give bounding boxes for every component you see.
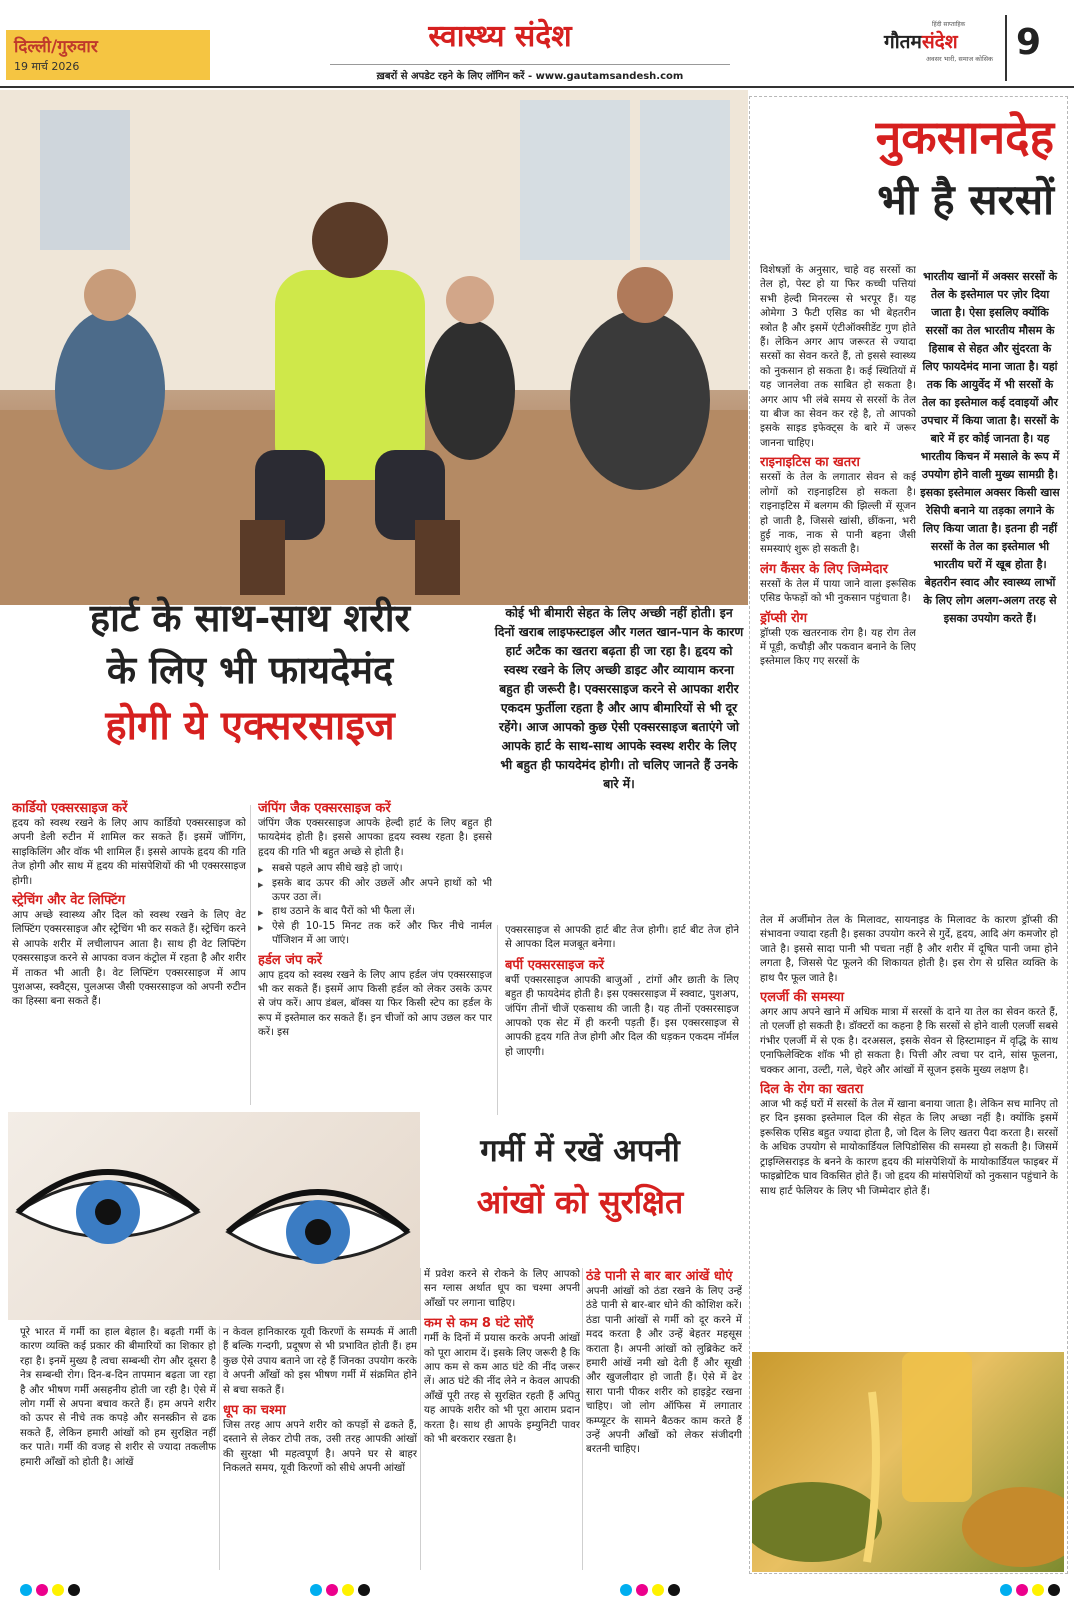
sunglasses-body: जिस तरह आप अपने शरीर को कपड़ों से ढकते हैं, दस्ताने से लेकर टोपी तक, उसी तरह आपकी आंखों की सुरक्षा भी महत्वपूर्ण है। अपने घर से बाहर निकलते समय, यूवी किरणों को सीधे अपनी आंखों — [223, 1420, 417, 1475]
allergy-heading: एलर्जी की समस्या — [760, 990, 844, 1006]
mustard-illustration — [752, 1352, 1064, 1572]
eyes-col2 — [223, 1326, 417, 1570]
heart-risk-heading: दिल के रोग का खतरा — [760, 1082, 864, 1098]
exercise-class-photo — [0, 90, 748, 605]
cardio-heading: कार्डियो एक्सरसाइज करें — [12, 801, 128, 816]
mustard-sidebar: भारतीय खानों में अक्सर सरसों के तेल के इस्तेमाल पर ज़ोर दिया जाता है। ऐसा इसलिए क्योंकि सरसों का तेल भारतीय मौसम के हिसाब से सेहत और सुंदरता के लिए फायदेमंद माना जाता है। यहां तक कि आयुर्वेद में भी सरसों के तेल का इस्तेमाल कई दवाइयों और उपचार में किया जाता है। सरसों के बारे में हर कोई जानता है। यह भारतीय किचन में मसाले के रूप में उपयोग होने वाली मुख्य सामग्री है। इसका इस्तेमाल अक्सर किसी खास रेसिपी बनाने या तड़का लगाने के लिए किया जाता है। इतना ही नहीं सरसों के तेल का इस्तेमाल भी भारतीय घरों में खूब होता है। बेहतरीन स्वाद और स्वास्थ्य लाभों के लिए लोग अलग-अलग तरह से इसका उपयोग करते हैं। — [920, 270, 1060, 625]
eyes-col3 — [424, 1268, 580, 1572]
cold-water-heading: ठंडे पानी से बार बार आंखें धोएं — [586, 1269, 733, 1284]
exercise-intro: कोई भी बीमारी सेहत के लिए अच्छी नहीं होती। इन दिनों खराब लाइफस्टाइल और गलत खान-पान के कारण हार्ट अटैक का खतरा बढ़ता ही जा रहा है। हृदय को स्वस्थ रखने के लिए अच्छी डाइट और व्यायाम करना बहुत ही जरूरी है। एक्सरसाइज करने से आपका शरीर एकदम फुर्तीला रहता है और आप बीमारियों से भी दूर रहेंगे। आज आपको कुछ ऐसी एक्सरसाइज बताएंगे जो आपके हार्ट के साथ-साथ आपके स्वस्थ शरीर के लिए भी बहुत ही फायदेमंद होगी। तो चलिए जानते हैं उनके बारे में। — [494, 606, 744, 791]
list-item: ▶ ऐसे ही 10-15 मिनट तक करें और फिर नीचे नार्मल पॉजिशन में आ जाएं। — [258, 920, 492, 949]
logo-top: हिंदी साप्ताहिक — [932, 21, 966, 28]
jumping-jack-body: जंपिंग जैक एक्सरसाइज आपके हेल्दी हार्ट के लिए बहुत ही फायदेमंद होती है। इससे आपका हृदय स्वस्थ रहता है। इससे हृदय की गति भी बहुत अच्छे से होती है। — [258, 818, 492, 858]
dropsy-heading: ड्रॉप्सी रोग — [760, 610, 808, 626]
burpee-body: बर्पी एक्सरसाइज आपकी बाजुओं , टांगों और छाती के लिए बहुत ही फायदेमंद होती है। इस एक्सरसाइज में स्क्वाट, पुशअप, जंपिंग तीनों चीजें एकसाथ की जाती है। यह तीनों एक्सरसाइज आपको एक सेट में ही करनी पड़ती हैं। इस एक्सरसाइज से आपकी हृदय गति तेज होगी और दिल की धड़कन एकदम नॉर्मल हो जाएगी। — [505, 974, 739, 1058]
dropsy-body: ड्रॉप्सी एक खतरनाक रोग है। यह रोग तेल में पूड़ी, कचौड़ी और पकवान बनाने के लिए इस्तेमाल किए गए सरसों के — [760, 627, 916, 668]
burpee-heading: बर्पी एक्सरसाइज करें — [505, 957, 605, 973]
city-day: दिल्ली/गुरुवार — [14, 37, 98, 57]
cardio-body: हृदय को स्वस्थ रखने के लिए आप कार्डियो एक्सरसाइज को अपनी डेली रुटीन में शामिल कर सकते हैं। इसमें जॉगिंग, साइकिलिंग और वॉक भी शामिल हैं। इससे आपके हृदय की गति तेज होगी और साथ में हृदय की मांसपेशियों की भी एक्सरसाइज होगी। — [12, 818, 246, 887]
column-rule — [497, 925, 498, 1115]
jumping-jack-heading: जंपिंग जैक एक्सरसाइज करें — [258, 801, 391, 816]
hurdle-heading: हर्डल जंप करें — [258, 952, 323, 968]
registration-marks — [16, 1580, 1066, 1596]
mustard-wide — [760, 914, 1058, 1264]
mustard-intro: विशेषज्ञों के अनुसार, चाहे वह सरसों का तेल हो, पेस्ट हो या फिर कच्ची पत्तियां सभी हेल्दी मिनरल्स से भरपूर हैं। यह ओमेगा 3 फैटी एसिड का भी बेहतरीन स्त्रोत है और इसमें एंटीऑक्सीडेंट गुण होते हैं। लेकिन अगर आप जरूरत से ज्यादा सरसों का सेवन करते हैं, तो इससे स्वास्थ्य को नुकसान हो सकता है। कई स्थितियों में यह जानलेवा तक साबित हो सकता है। अगर आप भी लंबे समय से सरसों के तेल या बीज का सेवन कर रहे है, तो आपको इसके साइड इफेक्ट्स के बारे में जरूर जानना चाहिए। — [760, 265, 916, 449]
photo-illustration — [0, 90, 748, 605]
logo-sub: अवसर भारी, समाज कोसिक — [926, 55, 994, 63]
exercise-col3 — [505, 924, 739, 1114]
lung-cancer-body: सरसों के तेल में पाया जाने वाला इरूसिक एसिड फेफड़ों को भी नुकसान पहुंचाता है। — [760, 578, 916, 605]
stretch-heading: स्ट्रेचिंग और वेट लिफ्टिंग — [12, 893, 126, 909]
mustard-headline — [752, 104, 1064, 230]
page-number: 9 — [1016, 22, 1042, 63]
exercise-col1 — [12, 800, 246, 1110]
section-title: स्वास्थ्य संदेश — [428, 19, 572, 54]
tagline: ख़बरों से अपडेट रहने के लिए लॉगिन करें - www.gautamsandesh.com — [330, 64, 730, 82]
mustard-headline-line1: नुकसानदेह — [875, 110, 1054, 164]
jumping-jack-steps — [258, 862, 492, 948]
page-divider — [1005, 15, 1007, 81]
brand-logo — [884, 20, 1024, 70]
eye-illustration — [8, 1112, 420, 1320]
mustard-col-left — [760, 264, 916, 916]
cold-water-body: अपनी आंखों को ठंडा रखने के लिए उन्हें ठंडे पानी से बार-बार धोने की कोशिश करें। ठंडा पानी आंखों से गर्मी को दूर करने में मदद करता है और उन्हें बेहतर महसूस कराता है। अपनी आंखों को लुब्रिकेट करें हमारी आंखें नमी खो देती हैं और सूखी और खुजलीदार हो जाती हैं। ऐसे में ढेर सारा पानी पीकर शरीर को हाइड्रेट रखना चाहिए। जो लोग ऑफिस में लगातार कम्प्यूटर के सामने बैठकर काम करते हैं उन्हें अपनी आँखों को लेकर संजीदगी बरतनी चाहिए। — [586, 1286, 742, 1456]
eyes-col1: पूरे भारत में गर्मी का हाल बेहाल है। बढ़ती गर्मी के कारण व्यक्ति कई प्रकार की बीमारियों का शिकार हो रहा है। इनमें मुख्य है त्वचा सम्बन्धी रोग और दूसरा है नेत्र सम्बन्धी रोग। दिन-ब-दिन तापमान बढ़ता जा रहा है और भीषण गर्मी असहनीय होती जा रही है। ऐसे में लोग गर्मी से अपना बचाव करते हैं। हम अपने शरीर को ऊपर से नीचे तक कपड़े और सनस्क्रीन से ढक सकते हैं, लेकिन हमारी आंखों को हम सुरक्षित नहीं कर पाते। गर्मी की वजह से शरीर से ज्यादा तकलीफ हमारी आँखों को होती है। आंखें — [20, 1327, 216, 1468]
eyes-headline — [420, 1126, 740, 1228]
rhinitis-body: सरसों के तेल के लगातार सेवन से कई लोगों को राइनाइटिस हो सकता है। राइनाइटिस में बलगम की झिल्ली में सूजन हो जाती है, जिससे खांसी, छींकना, भरी हुई नाक, नाक से पानी बहना जैसी समस्याएं शुरू हो सकती है। — [760, 472, 916, 556]
heart-risk-body: आज भी कई घरों में सरसों के तेल में खाना बनाया जाता है। लेकिन सच मानिए तो हर दिन इसका इस्तेमाल दिल की सेहत के लिए अच्छा नहीं है। क्योंकि इसमें इरूसिक एसिड बहुत ज्यादा होता है, जो दिल के लिए खतरा पैदा करता है। सरसों के अधिक उपयोग से मायोकार्डियल लिपिडोसिस की समस्या हो सकती है। जिसमें ट्राइग्लिसराइड के बनने के कारण हृदय की मांसपेशियों के मायोकार्डियल फाइबर में फाइब्रोटिक घाव विकसित होते हैं। जो हृदय की मांसपेशियों को नुकसान पहुंचाने के साथ हार्ट फेलियर के लिए भी जिम्मेदार होते हैं। — [760, 1099, 1058, 1197]
headline-line1: हार्ट के साथ-साथ शरीर — [89, 595, 411, 640]
issue-date: 19 मार्च 2026 — [14, 60, 80, 73]
list-item: ▶ हाथ उठाने के बाद पैरों को भी फैला लें। — [258, 905, 492, 919]
list-item: ▶ इसके बाद ऊपर की ओर उछलें और अपने हाथों को भी ऊपर उठा लें। — [258, 877, 492, 906]
stretch-body: आप अच्छे स्वास्थ्य और दिल को स्वस्थ रखने के लिए वेट लिफ्टिंग एक्सरसाइज और स्ट्रेचिंग भी कर सकते हैं। स्ट्रेचिंग करने से आपके शरीर में लचीलापन आता है। साथ ही वेट लिफ्टिंग एक्सरसाइज करने से आपका वजन कंट्रोल में रहता है और शरीर में ताकत भी आती है। वेट लिफ्टिंग एक्सरसाइज में आप पुशअप्स, स्क्वैट्स, पुलअप्स जैसी एक्सरसाइज को अपनी रुटीन का हिस्सा बना सकते हैं। — [12, 910, 246, 1008]
logo-part1: गौतम — [884, 31, 922, 53]
headline-line2: के लिए भी फायदेमंद — [106, 647, 394, 692]
dropsy-body-cont: तेल में अर्जीमोन तेल के मिलावट, सायनाइड के मिलावट के कारण ड्रॉप्सी की संभावना ज्यादा रहती है। इसका उपयोग करने से गुर्दे, हृदय, आदि अंग कमजोर हो जाते है। इससे सादा पानी भी पचता नहीं है और शरीर में दूषित पानी जमा होने लगता है, जिससे पेट फूलने की शिकायत होती है। इस रोग से ग्रसित व्यक्ति के हाथ पैर फूल जाते है। — [760, 915, 1058, 984]
eye-photo — [8, 1112, 420, 1320]
lung-cancer-heading: लंग कैंसर के लिए जिम्मेदार — [760, 561, 888, 577]
column-rule — [582, 1268, 583, 1570]
eyes-headline-line2: आंखों को सुरक्षित — [476, 1183, 684, 1221]
column-rule — [420, 1268, 421, 1570]
sleep-heading: कम से कम 8 घंटे सोएँ — [424, 1316, 534, 1332]
column-rule — [250, 805, 251, 1105]
hurdle-body-cont: एक्सरसाइज से आपकी हार्ट बीट तेज होगी। हार्ट बीट तेज होने से आपका दिल मजबूत बनेगा। — [505, 925, 739, 951]
mustard-headline-line2: भी है सरसों — [877, 175, 1054, 224]
sleep-body: गर्मी के दिनों में प्रयास करके अपनी आंखों को पूरा आराम दें। इसके लिए जरूरी है कि आप कम से कम आठ घंटे की नींद जरूर लें। आठ घंटे की नींद लेने न केवल आपकी आँखें पूरी तरह से सुरक्षित रहती हैं अपितु यह आपके शरीर को भी पूरा आराम प्रदान करता है। साथ ही आपके इम्युनिटी पावर को भी बरकरार रखता है। — [424, 1333, 580, 1446]
eyes-headline-line1: गर्मी में रखें अपनी — [480, 1133, 680, 1169]
eyes-col2-body: न केवल हानिकारक यूवी किरणों के सम्पर्क में आती हैं बल्कि गन्दगी, प्रदूषण से भी प्रभावित होती हैं। हम कुछ ऐसे उपाय बताने जा रहे हैं जिनका उपयोग करके वे अपनी आँखों को इस भीषण गर्मी में संक्रमित होने से बचा सकते हैं। — [223, 1327, 417, 1396]
cmyk-dots — [16, 1580, 1066, 1596]
eyes-col4 — [586, 1268, 742, 1572]
allergy-body: अगर आप अपने खाने में अधिक मात्रा में सरसों के दाने या तेल का सेवन करते हैं, तो एलर्जी हो सकती है। डॉक्टरों का कहना है कि सरसों से होने वाली एलर्जी सबसे गंभीर एलर्जी में से एक है। दरअसल, इसके सेवन से हिस्टामाइन में वृद्धि के साथ एनाफिलेक्टिक शॉक भी हो सकता है। पित्ती और त्वचा पर दाने, सांस फूलना, चक्कर आना, उल्टी, गले, चेहरे और आंखों में सूजन इसके मुख्य लक्षण है। — [760, 1007, 1058, 1076]
masthead — [0, 0, 1074, 88]
eyes-col3-top: में प्रवेश करने से रोकने के लिए आपको सन ग्लास अर्थात धूप का चश्मा अपनी आँखों पर लगाना चाहिए। — [424, 1269, 580, 1309]
logo-part2: संदेश — [921, 31, 958, 53]
date-box — [6, 30, 210, 80]
column-rule — [219, 1326, 220, 1570]
mustard-oil-photo — [752, 1352, 1064, 1572]
exercise-headline — [8, 592, 492, 756]
hurdle-body: आप हृदय को स्वस्थ रखने के लिए आप हर्डल जंप एक्सरसाइज भी कर सकते हैं। इसमें आप किसी हर्डल को लेकर उसके ऊपर से जंप करें। आप डंबल, बॉक्स या फिर किसी स्टेप का हर्डल के रूप में इस्तेमाल कर सकते हैं। इन चीजों को आप उछल कर पार करें। इस — [258, 969, 492, 1039]
headline-line3: होगी ये एक्सरसाइज — [105, 702, 395, 749]
exercise-col2 — [258, 800, 492, 1110]
sunglasses-heading: धूप का चश्मा — [223, 1403, 286, 1419]
list-item: ▶ सबसे पहले आप सीधे खड़े हो जाएं। — [258, 862, 492, 876]
rhinitis-heading: राइनाइटिस का खतरा — [760, 455, 860, 471]
